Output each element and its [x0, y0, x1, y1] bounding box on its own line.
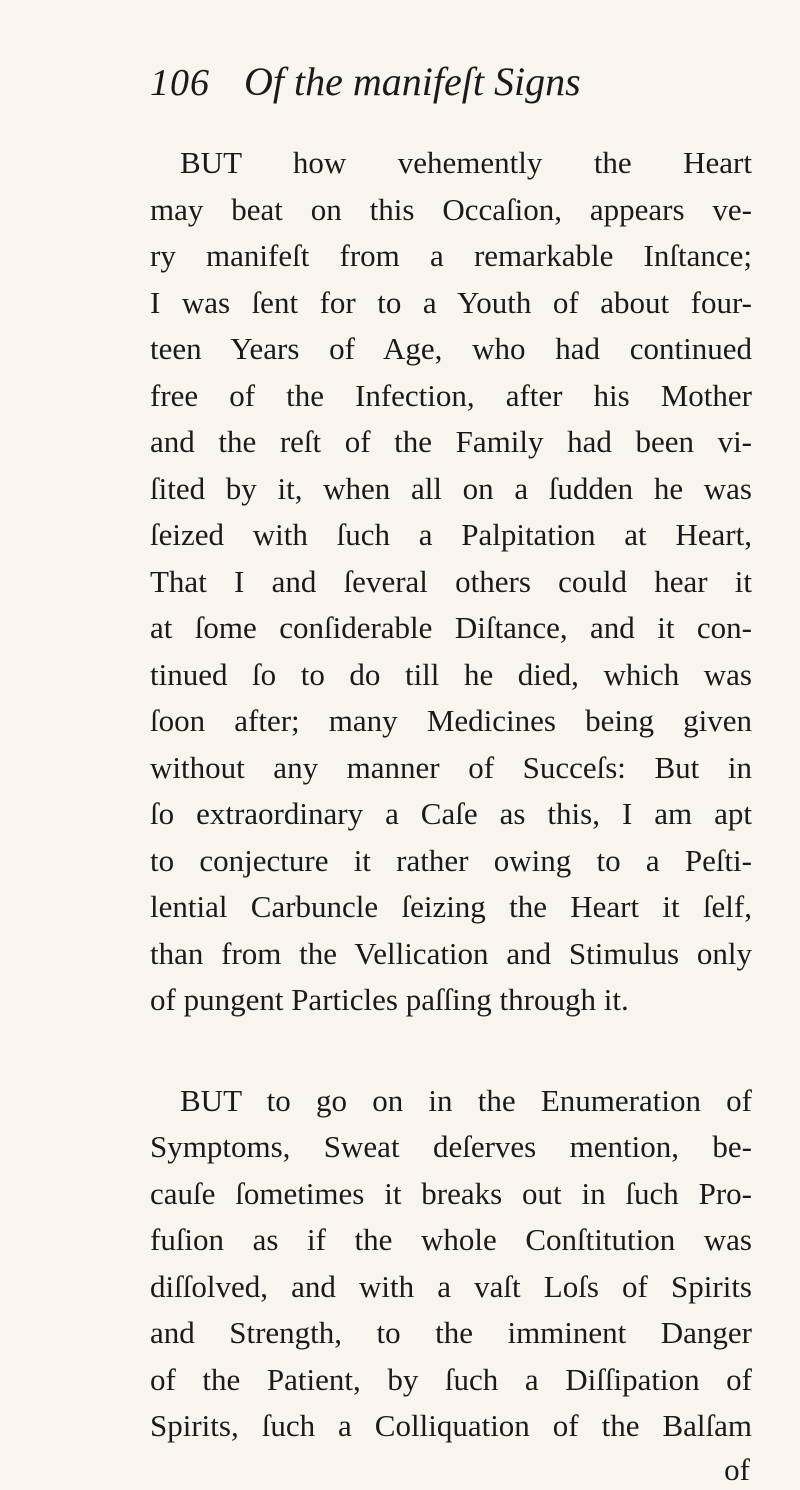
text-line: tinued ſo to do till he died, which was	[150, 656, 752, 692]
text-line: may beat on this Occaſion, appears ve-	[150, 191, 752, 227]
text-line: and the reſt of the Family had been vi-	[150, 424, 752, 459]
text-line: and Strength, to the imminent Danger	[150, 1315, 752, 1350]
body-text	[150, 140, 752, 1490]
running-head: Of the manifeſt Signs	[244, 59, 581, 104]
page-number: 106	[150, 62, 210, 104]
text-line: cauſe ſometimes it breaks out in ſuch Pro-	[150, 1175, 752, 1211]
text-line: ſeized with ſuch a Palpitation at Heart,	[150, 517, 752, 552]
text-line: I was ſent for to a Youth of about four-	[150, 284, 752, 320]
text-line: lential Carbuncle ſeizing the Heart it ſelf,	[150, 889, 752, 924]
text-line: Spirits, ſuch a Colliquation of the Balſam	[150, 1408, 752, 1443]
text-line: fuſion as if the whole Conſtitution was	[150, 1222, 752, 1257]
text-line: That I and ſeveral others could hear it	[150, 563, 752, 599]
text-line: than from the Vellication and Stimulus only	[150, 935, 752, 971]
text-line: ry manifeſt from a remarkable Inſtance;	[150, 238, 752, 273]
text-line: ſited by it, when all on a ſudden he was	[150, 470, 752, 506]
text-line: teen Years of Age, who had continued	[150, 331, 752, 366]
text-line: BUT how vehemently the Heart	[180, 145, 752, 180]
text-line: Symptoms, Sweat deſerves mention, be-	[150, 1129, 752, 1164]
paragraph-2	[150, 1078, 752, 1450]
text-line: to conjecture it rather owing to a Peſti-	[150, 842, 752, 878]
text-line: of the Patient, by ſuch a Diſſipation of	[150, 1361, 752, 1397]
text-line: diſſolved, and with a vaſt Loſs of Spirits	[150, 1268, 752, 1304]
text-line: ſo extraordinary a Caſe as this, I am apt	[150, 796, 752, 831]
text-line: of pungent Particles paſſing through it.	[150, 982, 629, 1017]
paragraph-gap	[150, 1024, 752, 1078]
text-line: at ſome conſiderable Diſtance, and it con-	[150, 610, 752, 645]
paragraph-1	[150, 140, 752, 1024]
page-header	[150, 58, 752, 128]
text-line: ſoon after; many Medicines being given	[150, 703, 752, 738]
text-line: without any manner of Succeſs: But in	[150, 749, 752, 785]
text-line: free of the Infection, after his Mother	[150, 377, 752, 413]
text-line: BUT to go on in the Enumeration of	[180, 1082, 752, 1118]
catchword: of	[724, 1451, 750, 1487]
